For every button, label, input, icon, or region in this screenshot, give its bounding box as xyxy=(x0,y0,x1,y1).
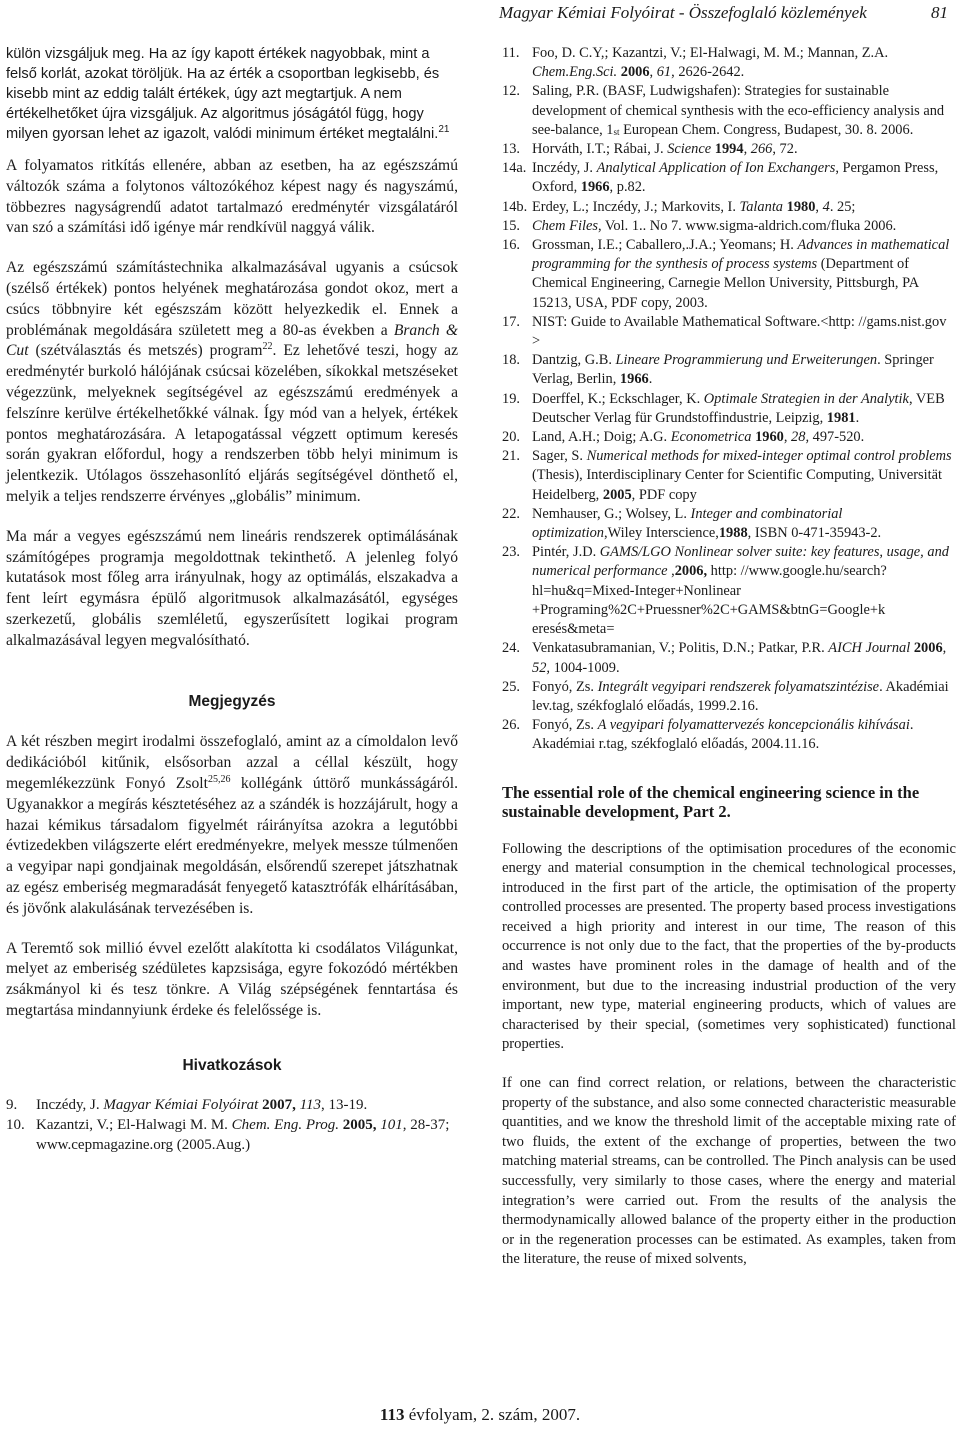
paragraph-3-text-c: . Ez lehetővé teszi, hogy az eredménytér burkoló hálójának csúcsai közelében, síkokkal metszéseket végezzünk, melyeknek segítségével az egészszámú eredmények a felszínre kerülve értékelhetőkké válnak. Így mód van a helyek, értékek pontos meghatározására. A letapogatással végzett optimum keresés során gyakran előfordul, hogy a rendszerben több helyi minimum is jelentkezik. Utólagos összehasonlító eljárás segítségével dönthető el, melyik a teljes rendszerre érvényes „globális” minimum. xyxy=(6,342,458,505)
paragraph-5 xyxy=(6,732,458,919)
ref-pages: , 28-37; www.cepmagazine.org (2005.Aug.) xyxy=(36,1117,450,1154)
ref-segment: 1994 xyxy=(714,141,744,158)
ref-segment: , 2626-2642. xyxy=(671,64,745,81)
ref-segment: 2006, xyxy=(674,563,708,580)
reference-list-left xyxy=(6,1096,458,1155)
ref-year: 2007, xyxy=(258,1097,296,1114)
ref-segment: 1966 xyxy=(619,371,649,388)
ref-segment: 2006 xyxy=(620,64,650,81)
ref-segment: , Vol. 1.. No 7. www.sigma-aldrich.com/fluka 2006. xyxy=(597,217,897,234)
paragraph-5-text-b: kollégánk úttörő munkásságáról. Ugyanakkor a megírás késztetéséhez az a szándék is hozzájárult, hogy a hazai kémikus társadalom figyelmét ráirányítsa azokra a legutóbbi évtizedekben világszerte elért eredményekre, melyek messze túlmenően a vegyipar napi gondjainak megoldásán, elsőrendű szerepet játszhatnak az egész emberiség megmaradását fenyegető katasztrófák elhárításában, és jövőnk alakulásának tervezésében is. xyxy=(6,774,458,917)
reference-22 xyxy=(502,505,956,543)
ref-segment: Sager, S. xyxy=(532,448,587,465)
ref-segment: Foo, D. C.Y,; Kazantzi, V.; El-Halwagi, M. M.; Mannan, Z.A. xyxy=(532,45,889,61)
reference-11 xyxy=(502,44,956,82)
reference-21 xyxy=(502,447,956,505)
reference-list-right xyxy=(502,44,956,755)
ref-journal: Magyar Kémiai Folyóirat xyxy=(103,1097,259,1114)
issue-info: évfolyam, 2. szám, 2007. xyxy=(404,1405,581,1424)
ref-authors: Kazantzi, V.; El-Halwagi M. M. xyxy=(36,1117,232,1134)
reference-number: 18. xyxy=(502,352,520,369)
reference-12 xyxy=(502,82,956,140)
ref-segment: , xyxy=(743,141,751,158)
ref-segment: Venkatasubramanian, V.; Politis, D.N.; Patkar, P.R. xyxy=(532,640,829,657)
ref-segment: Erdey, L.; Inczédy, J.; Markovits, I. xyxy=(532,198,740,215)
reference-25 xyxy=(502,678,956,716)
paragraph-3-text-b: (szétválasztás és metszés) program xyxy=(28,342,263,360)
reference-number: 17. xyxy=(502,313,520,330)
ref-segment: Land, A.H.; Doig; A.G. xyxy=(532,429,671,446)
ref-segment: , ISBN 0-471-35943-2. xyxy=(747,525,882,542)
paragraph-1 xyxy=(6,44,458,144)
ref-segment: Grossman, I.E.; Caballero,.J.A.; Yeomans; H. xyxy=(532,237,798,254)
abstract-paragraph-2: If one can find correct relation, or relations, between the characteristic property of the substance, and also some connected characteristic measurable quantities, and we know the threshold limit of the acceptable mixing rate of two fluids, the extent of the exchange of properties, between the two matching material streams, can be controlled. The Pinch analysis can be used successfully, very similarly to those cases, where the energy and material integration’s were carried out. From the results of the analysis the thermodynamically allowed balance of the property either in the production or in the regeneration processes can be estimated. As examples, taken from the literature, the reuse of mixed solvents, xyxy=(502,1075,956,1268)
ref-segment: Nemhauser, G.; Wolsey, L. xyxy=(532,505,691,522)
ref-segment: , 72. xyxy=(772,141,798,158)
ref-segment: 1981 xyxy=(826,409,856,426)
ref-segment: . Akadémiai lev.tag, székfoglaló előadás, 1999.2.16. xyxy=(532,678,949,714)
ref-segment: Horváth, I.T.; Rábai, J. xyxy=(532,141,668,158)
ref-segment: Inczédy, J. xyxy=(532,160,597,177)
english-summary-title: The essential role of the chemical engineering science in the sustainable development, Part 2. xyxy=(502,782,920,822)
ref-volume: 101 xyxy=(380,1117,403,1134)
ref-pages: , 13-19. xyxy=(320,1097,368,1114)
ref-segment: , xyxy=(942,640,947,657)
reference-20 xyxy=(502,428,956,447)
ref-segment: , p.82. xyxy=(609,179,646,196)
right-column xyxy=(502,44,956,1289)
ref-segment: Chem Files xyxy=(532,217,598,234)
ref-segment: 497-520. xyxy=(809,429,865,446)
reference-17 xyxy=(502,313,956,351)
reference-number: 15. xyxy=(502,217,520,234)
ref-segment: 1988 xyxy=(718,525,748,542)
ref-segment: Fonyó, Zs. xyxy=(532,717,598,734)
ref-segment: 28, xyxy=(791,429,810,446)
ref-segment: Pintér, J.D. xyxy=(532,544,600,561)
paragraph-2: A folyamatos ritkítás ellenére, abban az esetben, ha az egészszámú változók száma a folytonos változókéhoz képest nagy és nagyszámú, többezres nagyságrendű adatot tartalmazó eredménytér vizsgálatáról van szó a számítási idő igénye már rendkívül naggyá válik. xyxy=(6,157,458,237)
ref-segment: (Thesis), Interdisciplinary Center for Scientific Computing, Universität Heidelberg, xyxy=(532,467,943,503)
reference-9 xyxy=(6,1096,458,1116)
ref-segment: Optimale Strategien in der Analytik xyxy=(703,390,909,407)
references-heading: Hivatkozások xyxy=(182,1056,282,1074)
ref-segment: A vegyipari folyamattervezés koncepcionális kihívásai xyxy=(597,717,910,734)
citation-25-26: 25,26 xyxy=(207,773,231,785)
reference-number: 14b. xyxy=(502,198,528,215)
ref-segment: Analytical Application of Ion Exchangers xyxy=(596,160,836,177)
reference-18 xyxy=(502,351,956,389)
ref-segment: Dantzig, G.B. xyxy=(532,352,616,369)
ref-segment: . 25; xyxy=(829,198,856,215)
ref-segment: GAMS/LGO Nonlinear solver suite: key features, usage, and numerical performance xyxy=(532,544,949,580)
branch-and-cut-term: Branch & Cut xyxy=(6,321,459,360)
ref-segment: European Chem. Congress, Budapest, 30. 8. 2006. xyxy=(619,121,914,138)
paragraph-3 xyxy=(6,258,458,508)
reference-number: 26. xyxy=(502,717,520,734)
ref-segment: 4 xyxy=(822,198,830,215)
ref-segment: , Pergamon Press, Oxford, xyxy=(532,160,939,196)
ref-segment: 61 xyxy=(656,64,672,81)
ref-segment: Advances in mathematical programming for the synthesis of process systems xyxy=(532,237,950,273)
reference-19 xyxy=(502,390,956,428)
journal-title: Magyar Kémiai Folyóirat - Összefoglaló közlemények xyxy=(498,3,867,22)
ref-segment: 266 xyxy=(750,141,773,158)
ref-segment: (Department of Chemical Engineering, Carnegie Mellon University, Pittsburgh, PA 15213, USA, PDF copy, 2003. xyxy=(532,256,919,311)
ref-segment: 1980 xyxy=(786,198,816,215)
reference-14a xyxy=(502,159,956,197)
reference-10 xyxy=(6,1116,458,1156)
reference-14b xyxy=(502,198,956,217)
ref-segment: 2005 xyxy=(602,486,632,503)
page-footer xyxy=(0,1405,960,1425)
reference-number: 22. xyxy=(502,505,520,522)
reference-23 xyxy=(502,543,956,639)
ref-segment: . xyxy=(648,371,653,388)
reference-number: 11. xyxy=(502,45,520,61)
ref-segment: Lineare Programmierung und Erweiterungen xyxy=(615,352,878,369)
ref-journal: Chem. Eng. Prog. xyxy=(231,1117,340,1134)
ref-segment: , VEB Deutscher Verlag für Grundstoffindustrie, Leipzig, xyxy=(532,390,945,426)
reference-24 xyxy=(502,639,956,677)
reference-number: 20. xyxy=(502,429,520,446)
ref-segment: Saling, P.R. (BASF, Ludwigshafen): Strategies for sustainable development of chemical synthesis with the eco-efficiency analysis and see-balance, 1 xyxy=(532,83,945,138)
reference-number: 16. xyxy=(502,237,520,254)
ref-authors: Inczédy, J. xyxy=(36,1097,104,1114)
ref-segment: . Springer Verlag, Berlin, xyxy=(532,352,934,388)
ref-segment: Numerical methods for mixed-integer optimal control problems xyxy=(586,448,952,465)
notes-heading: Megjegyzés xyxy=(188,692,276,710)
ref-segment: , PDF copy xyxy=(631,486,697,503)
ref-segment: 1960 xyxy=(755,429,784,446)
ref-segment: Doerffel, K.; Eckschlager, K. xyxy=(532,390,704,407)
ref-segment: Fonyó, Zs. xyxy=(532,678,598,695)
ref-year: 2005, xyxy=(339,1117,377,1134)
abstract-paragraph-1: Following the descriptions of the optimisation procedures of the economic energy and material consumption in the chemical technological processes, introduced in the first part of the article, the optimisation of the property controlled processes are presented. The property based process investigations received a high priority and interest in our time, The reason of this occurrence is not only due to the fact, that the properties of the by-products and wastes have prominent roles in the damage of health and of the environment, but due to the increasing industrial production of the very important, new type, material engineering products, which of values are characterised by their special, (sometimes very sophisticated) functional properties. xyxy=(502,840,956,1053)
citation-22: 22 xyxy=(262,341,273,353)
ref-segment: . Akadémiai r.tag, székfoglaló előadás, 2004.11.16. xyxy=(532,717,914,753)
reference-number: 9. xyxy=(6,1097,18,1114)
running-header xyxy=(0,2,948,24)
citation-21: 21 xyxy=(438,124,450,136)
reference-16 xyxy=(502,236,956,313)
volume-number: 113 xyxy=(379,1405,405,1424)
reference-number: 24. xyxy=(502,640,520,657)
ref-segment: , xyxy=(649,64,657,81)
ref-segment: Talanta xyxy=(739,198,784,215)
reference-number: 21. xyxy=(502,448,520,465)
ref-segment: 1966 xyxy=(580,179,610,196)
reference-13 xyxy=(502,140,956,159)
ref-segment: Integrált vegyipari rendszerek folyamatszintézise xyxy=(597,678,880,695)
paragraph-5-text-a: A két részben megirt irodalmi összefoglaló, amint az a címoldalon levő dedikációból kitűnik, elsősorban azzal a céllal készült, hogy megemlékezzünk Fonyó Zsolt xyxy=(6,733,458,792)
reference-number: 23. xyxy=(502,544,520,561)
ref-segment: , xyxy=(815,198,823,215)
ref-segment: Integer and combinatorial optimization xyxy=(532,505,843,542)
ref-segment: 2006 xyxy=(913,640,943,657)
ref-segment: st xyxy=(613,126,620,137)
reference-15 xyxy=(502,217,956,236)
ref-segment: 52, xyxy=(532,659,550,676)
reference-number: 12. xyxy=(502,83,520,100)
paragraph-3-text-a: Az egészszámú számítástechnika alkalmazásával ugyanis a csúcsok (szélső értékek) pontos helyének meghatározása gondot okoz, mert a csúcs többnyire két egészszám között helyezkedik el. Ennek a problémának megoldására született meg a 80-as években a xyxy=(6,259,458,339)
ref-segment: , xyxy=(783,429,792,446)
reference-number: 25. xyxy=(502,678,520,695)
ref-segment: AICH Journal xyxy=(828,640,911,657)
ref-segment: . xyxy=(855,409,860,426)
paragraph-4: Ma már a vegyes egészszámú nem lineáris rendszerek optimálásának számítógépes programja megoldottnak tekinthető. A jelenleg folyó kutatások most főleg arra irányulnak, hogy az optimálás, elszakadva a fent leírt egymásra épülő algoritmusok alkalmazásától, egységes szerkezetű, globális szemléletű, egyszerűsített logikai program alkalmazásával legyen megvalósítható. xyxy=(6,527,458,649)
page-number: 81 xyxy=(931,3,948,22)
ref-segment: 1004-1009. xyxy=(550,659,620,676)
ref-segment: NIST: Guide to Available Mathematical Software.<http: //gams.nist.gov > xyxy=(532,313,947,350)
ref-segment: Science xyxy=(667,141,712,158)
ref-volume: 113 xyxy=(299,1097,321,1114)
ref-segment: http: //www.google.hu/search?hl=hu&q=Mixed-Integer+Nonlinear +Programing%2C+Pruessner%2C+GAMS&btnG=Google+k eresés&meta= xyxy=(532,563,887,638)
reference-number: 14a. xyxy=(502,160,527,177)
paragraph-1-text: külön vizsgáljuk meg. Ha az így kapott értékek nagyobbak, mint a felső korlát, azokat töröljük. Ha az érték a csoportban legkisebb, és kisebb mint az eddig talált értékek, úgy azt megtartjuk. A nem értékelhetőket újra vizsgáljuk. Az algoritmus jóságától függ, hogy milyen gyorsan lehet az igazolt, valódi minimum értéket megtalálni. xyxy=(6,46,440,142)
ref-segment: , xyxy=(667,563,675,580)
reference-26 xyxy=(502,716,956,754)
ref-segment: Chem.Eng.Sci. xyxy=(532,64,618,81)
reference-number: 10. xyxy=(6,1117,25,1134)
ref-segment: Econometrica xyxy=(670,429,752,446)
paragraph-6: A Teremtő sok millió évvel ezelőtt alakította ki csodálatos Világunkat, melyet az emberiség szédületes kapzsisága, egyre fokozódó mértékben zsákmányol ki és tesz tönkre. A Világ szépségének fenntartása és megtartása mindannyiunk érdeke és felelőssége is. xyxy=(6,939,458,1019)
reference-number: 19. xyxy=(502,390,520,407)
left-column xyxy=(6,44,458,1156)
ref-segment: ,Wiley Interscience, xyxy=(603,525,719,542)
reference-number: 13. xyxy=(502,141,520,158)
